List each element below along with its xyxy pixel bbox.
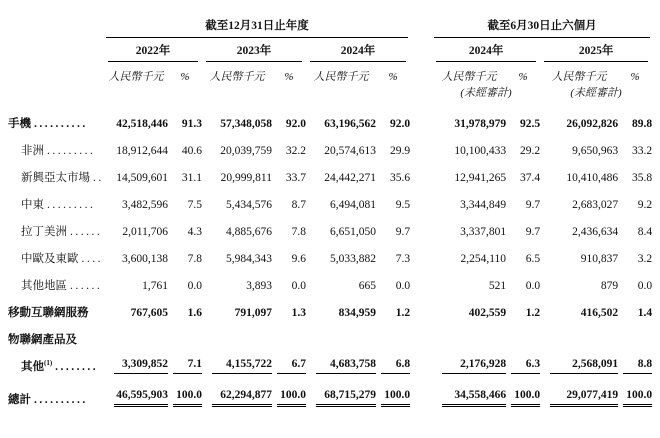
percent-cell: 8.4 bbox=[637, 226, 653, 238]
amount-cell: 2,176,928 bbox=[432, 347, 506, 374]
percent-cell: 40.6 bbox=[181, 145, 202, 157]
table-row bbox=[8, 131, 652, 158]
percent-cell: 9.7 bbox=[525, 199, 541, 211]
percent-cell: 92.0 bbox=[389, 118, 411, 130]
amount-cell: 10,100,433 bbox=[454, 145, 507, 157]
amount-cell: 665 bbox=[358, 280, 376, 292]
footnote-marker: (1) bbox=[44, 359, 53, 368]
amount-cell: 31,978,979 bbox=[454, 118, 507, 130]
year-column-2022: 2022年 bbox=[104, 38, 202, 62]
percent-cell: 7.5 bbox=[187, 199, 202, 211]
percent-cell: 8.7 bbox=[291, 199, 306, 211]
percent-cell: 3.2 bbox=[637, 253, 653, 265]
amount-cell: 2,568,091 bbox=[540, 347, 618, 374]
header-period-row bbox=[8, 12, 652, 38]
percent-cell: 6.5 bbox=[525, 253, 541, 265]
header-empty-cell bbox=[104, 84, 410, 100]
percent-cell: 1.2 bbox=[395, 307, 411, 319]
amount-cell: 6,651,050 bbox=[330, 226, 376, 238]
table-row bbox=[8, 320, 652, 347]
unit-label: 人民幣千元 bbox=[441, 71, 497, 84]
table-row bbox=[8, 347, 652, 374]
percent-cell: 7.1 bbox=[168, 347, 202, 374]
percent-label: % bbox=[518, 71, 528, 84]
percent-cell: 9.5 bbox=[395, 199, 411, 211]
percent-cell: 31.1 bbox=[181, 172, 202, 184]
amount-cell: 18,912,644 bbox=[116, 145, 168, 157]
amount-cell: 4,683,758 bbox=[306, 347, 376, 374]
header-units-row bbox=[8, 62, 652, 84]
column-gap bbox=[410, 62, 432, 84]
amount-cell: 5,033,882 bbox=[330, 253, 376, 265]
amount-cell: 910,837 bbox=[580, 253, 619, 265]
amount-cell: 62,294,877 bbox=[202, 374, 272, 407]
percent-cell: 29.9 bbox=[389, 145, 411, 157]
percent-cell: 0.0 bbox=[395, 280, 411, 292]
dot-leader: ......... bbox=[47, 199, 96, 211]
percent-cell: 92.0 bbox=[285, 118, 306, 130]
unit-label: 人民幣千元 bbox=[551, 71, 607, 84]
amount-cell: 57,348,058 bbox=[220, 118, 272, 130]
dot-leader: .......... bbox=[34, 394, 88, 406]
period-group-interim-title: 截至6月30日止六個月 bbox=[434, 20, 650, 38]
amount-cell: 20,039,759 bbox=[220, 145, 272, 157]
period-group-annual-title: 截至12月31日止年度 bbox=[106, 20, 408, 38]
header-empty-cell bbox=[8, 38, 104, 62]
percent-cell: 1.3 bbox=[291, 307, 306, 319]
amount-cell: 4,885,676 bbox=[226, 226, 272, 238]
dot-leader: ........ bbox=[55, 361, 99, 373]
percent-cell: 92.5 bbox=[519, 118, 541, 130]
percent-label: % bbox=[284, 71, 294, 84]
amount-cell: 3,337,801 bbox=[460, 226, 507, 238]
percent-cell: 100.0 bbox=[376, 374, 410, 407]
amount-cell: 6,494,081 bbox=[330, 199, 376, 211]
amount-cell: 26,092,826 bbox=[566, 118, 619, 130]
amount-cell bbox=[202, 320, 272, 347]
table-row bbox=[8, 374, 652, 407]
header-unaudited-row bbox=[8, 84, 652, 100]
period-group-annual bbox=[104, 12, 410, 38]
row-label: 總計 .......... bbox=[8, 394, 88, 406]
percent-cell: 9.7 bbox=[395, 226, 411, 238]
column-gap bbox=[410, 100, 432, 131]
table-row bbox=[8, 100, 652, 131]
column-gap bbox=[410, 158, 432, 185]
amount-cell: 42,518,446 bbox=[116, 118, 168, 130]
column-gap bbox=[410, 185, 432, 212]
percent-cell: 7.8 bbox=[187, 253, 202, 265]
amount-cell: 521 bbox=[488, 280, 507, 292]
amount-cell: 2,011,706 bbox=[122, 226, 168, 238]
column-gap bbox=[410, 84, 432, 100]
row-label: 非洲 ......... bbox=[21, 145, 96, 157]
percent-cell: 35.6 bbox=[389, 172, 411, 184]
percent-cell: 100.0 bbox=[272, 374, 306, 407]
amount-cell: 879 bbox=[600, 280, 619, 292]
amount-cell: 3,893 bbox=[246, 280, 272, 292]
amount-cell: 14,509,601 bbox=[116, 172, 168, 184]
percent-cell: 6.7 bbox=[272, 347, 306, 374]
amount-cell: 3,600,138 bbox=[122, 253, 168, 265]
column-gap bbox=[410, 266, 432, 293]
column-gap bbox=[410, 131, 432, 158]
unaudited-note: (未經審計) bbox=[570, 87, 622, 100]
percent-cell: 100.0 bbox=[168, 374, 202, 407]
row-label: 中東 ......... bbox=[21, 199, 96, 211]
percent-cell: 91.3 bbox=[181, 118, 202, 130]
unit-label: 人民幣千元 bbox=[313, 71, 369, 84]
percent-cell bbox=[168, 320, 202, 347]
table-row bbox=[8, 266, 652, 293]
amount-cell bbox=[104, 320, 168, 347]
amount-cell bbox=[432, 320, 506, 347]
row-label: 其他$^{(1)}$ ........ bbox=[21, 359, 99, 373]
percent-cell: 0.0 bbox=[291, 280, 306, 292]
unit-label: 人民幣千元 bbox=[209, 71, 265, 84]
amount-cell: 29,077,419 bbox=[540, 374, 618, 407]
dot-leader: .......... bbox=[34, 118, 88, 130]
amount-cell: 24,442,271 bbox=[324, 172, 376, 184]
column-gap bbox=[410, 38, 432, 62]
header-empty-cell bbox=[8, 12, 104, 38]
percent-cell: 7.3 bbox=[395, 253, 411, 265]
table-row bbox=[8, 158, 652, 185]
header-empty-cell bbox=[8, 62, 104, 84]
amount-cell: 20,574,613 bbox=[324, 145, 376, 157]
column-gap bbox=[410, 347, 432, 374]
percent-cell: 29.2 bbox=[519, 145, 541, 157]
percent-cell: 7.8 bbox=[291, 226, 306, 238]
table-row bbox=[8, 185, 652, 212]
percent-cell: 4.3 bbox=[187, 226, 202, 238]
revenue-breakdown-table bbox=[8, 12, 652, 407]
row-label: 手機 .......... bbox=[8, 118, 88, 130]
amount-cell: 767,605 bbox=[130, 307, 168, 319]
percent-cell: 9.6 bbox=[291, 253, 306, 265]
amount-cell: 834,959 bbox=[338, 307, 376, 319]
amount-cell: 5,434,576 bbox=[226, 199, 272, 211]
amount-cell: 12,941,265 bbox=[454, 172, 507, 184]
amount-cell: 416,502 bbox=[580, 307, 619, 319]
table-row bbox=[8, 239, 652, 266]
amount-cell: 9,650,963 bbox=[572, 145, 619, 157]
header-years-row bbox=[8, 38, 652, 62]
percent-cell: 0.0 bbox=[637, 280, 653, 292]
dot-leader: ......... bbox=[47, 145, 96, 157]
year-column-2023: 2023年 bbox=[202, 38, 306, 62]
row-label: 拉丁美洲 ...... bbox=[21, 226, 103, 238]
percent-cell: 1.4 bbox=[637, 307, 653, 319]
amount-cell: 4,155,722 bbox=[202, 347, 272, 374]
header-empty-cell bbox=[8, 84, 104, 100]
percent-cell bbox=[272, 320, 306, 347]
dot-leader: ...... bbox=[70, 226, 103, 238]
percent-cell bbox=[618, 320, 652, 347]
percent-cell: 0.0 bbox=[187, 280, 202, 292]
amount-cell: 2,436,634 bbox=[572, 226, 619, 238]
percent-cell: 33.2 bbox=[631, 145, 653, 157]
percent-cell: 33.7 bbox=[285, 172, 306, 184]
amount-cell: 34,558,466 bbox=[432, 374, 506, 407]
percent-cell: 1.6 bbox=[187, 307, 202, 319]
percent-cell: 1.2 bbox=[525, 307, 541, 319]
row-label: 中歐及東歐 .... bbox=[21, 253, 103, 265]
amount-cell: 402,559 bbox=[468, 307, 507, 319]
amount-cell: 1,761 bbox=[142, 280, 168, 292]
percent-cell: 9.7 bbox=[525, 226, 541, 238]
amount-cell: 20,999,811 bbox=[220, 172, 272, 184]
percent-cell: 6.8 bbox=[376, 347, 410, 374]
percent-cell: 37.4 bbox=[519, 172, 541, 184]
table-row bbox=[8, 293, 652, 320]
percent-cell: 6.3 bbox=[506, 347, 540, 374]
percent-cell: 100.0 bbox=[618, 374, 652, 407]
row-label: 新興亞太市場 .. bbox=[21, 172, 104, 184]
unaudited-note: (未經審計) bbox=[460, 87, 512, 100]
percent-cell: 0.0 bbox=[525, 280, 541, 292]
percent-cell: 89.8 bbox=[631, 118, 653, 130]
year-column-2025-interim: 2025年 bbox=[540, 38, 652, 62]
percent-cell: 8.8 bbox=[618, 347, 652, 374]
percent-cell bbox=[506, 320, 540, 347]
row-label: 其他地區 ...... bbox=[21, 280, 103, 292]
percent-cell: 9.2 bbox=[637, 199, 653, 211]
percent-cell bbox=[376, 320, 410, 347]
column-gap bbox=[410, 212, 432, 239]
amount-cell: 10,410,486 bbox=[566, 172, 619, 184]
amount-cell: 68,715,279 bbox=[306, 374, 376, 407]
percent-label: % bbox=[180, 71, 190, 84]
column-gap bbox=[410, 293, 432, 320]
amount-cell bbox=[306, 320, 376, 347]
percent-cell: 100.0 bbox=[506, 374, 540, 407]
amount-cell: 791,097 bbox=[234, 307, 272, 319]
table-row bbox=[8, 212, 652, 239]
dot-leader: ...... bbox=[70, 280, 103, 292]
dot-leader: .. bbox=[93, 172, 104, 184]
amount-cell: 63,196,562 bbox=[324, 118, 376, 130]
year-column-2024-interim: 2024年 bbox=[432, 38, 540, 62]
amount-cell: 2,254,110 bbox=[460, 253, 507, 265]
amount-cell: 3,309,852 bbox=[104, 347, 168, 374]
amount-cell: 3,344,849 bbox=[460, 199, 507, 211]
percent-label: % bbox=[388, 71, 398, 84]
table-body bbox=[8, 100, 652, 407]
percent-cell: 32.2 bbox=[285, 145, 306, 157]
column-gap bbox=[410, 374, 432, 407]
percent-cell: 35.8 bbox=[631, 172, 653, 184]
row-label: 物聯網產品及 bbox=[8, 334, 77, 346]
dot-leader: .... bbox=[81, 253, 103, 265]
amount-cell: 5,984,343 bbox=[226, 253, 272, 265]
period-group-interim bbox=[432, 12, 652, 38]
amount-cell: 46,595,903 bbox=[104, 374, 168, 407]
column-gap bbox=[410, 239, 432, 266]
unit-label: 人民幣千元 bbox=[108, 71, 164, 84]
percent-label: % bbox=[630, 71, 640, 84]
amount-cell: 2,683,027 bbox=[572, 199, 619, 211]
column-gap bbox=[410, 320, 432, 347]
column-gap bbox=[410, 12, 432, 38]
amount-cell bbox=[540, 320, 618, 347]
row-label: 移動互聯網服務 bbox=[8, 307, 89, 319]
amount-cell: 3,482,596 bbox=[122, 199, 168, 211]
year-column-2024: 2024年 bbox=[306, 38, 410, 62]
